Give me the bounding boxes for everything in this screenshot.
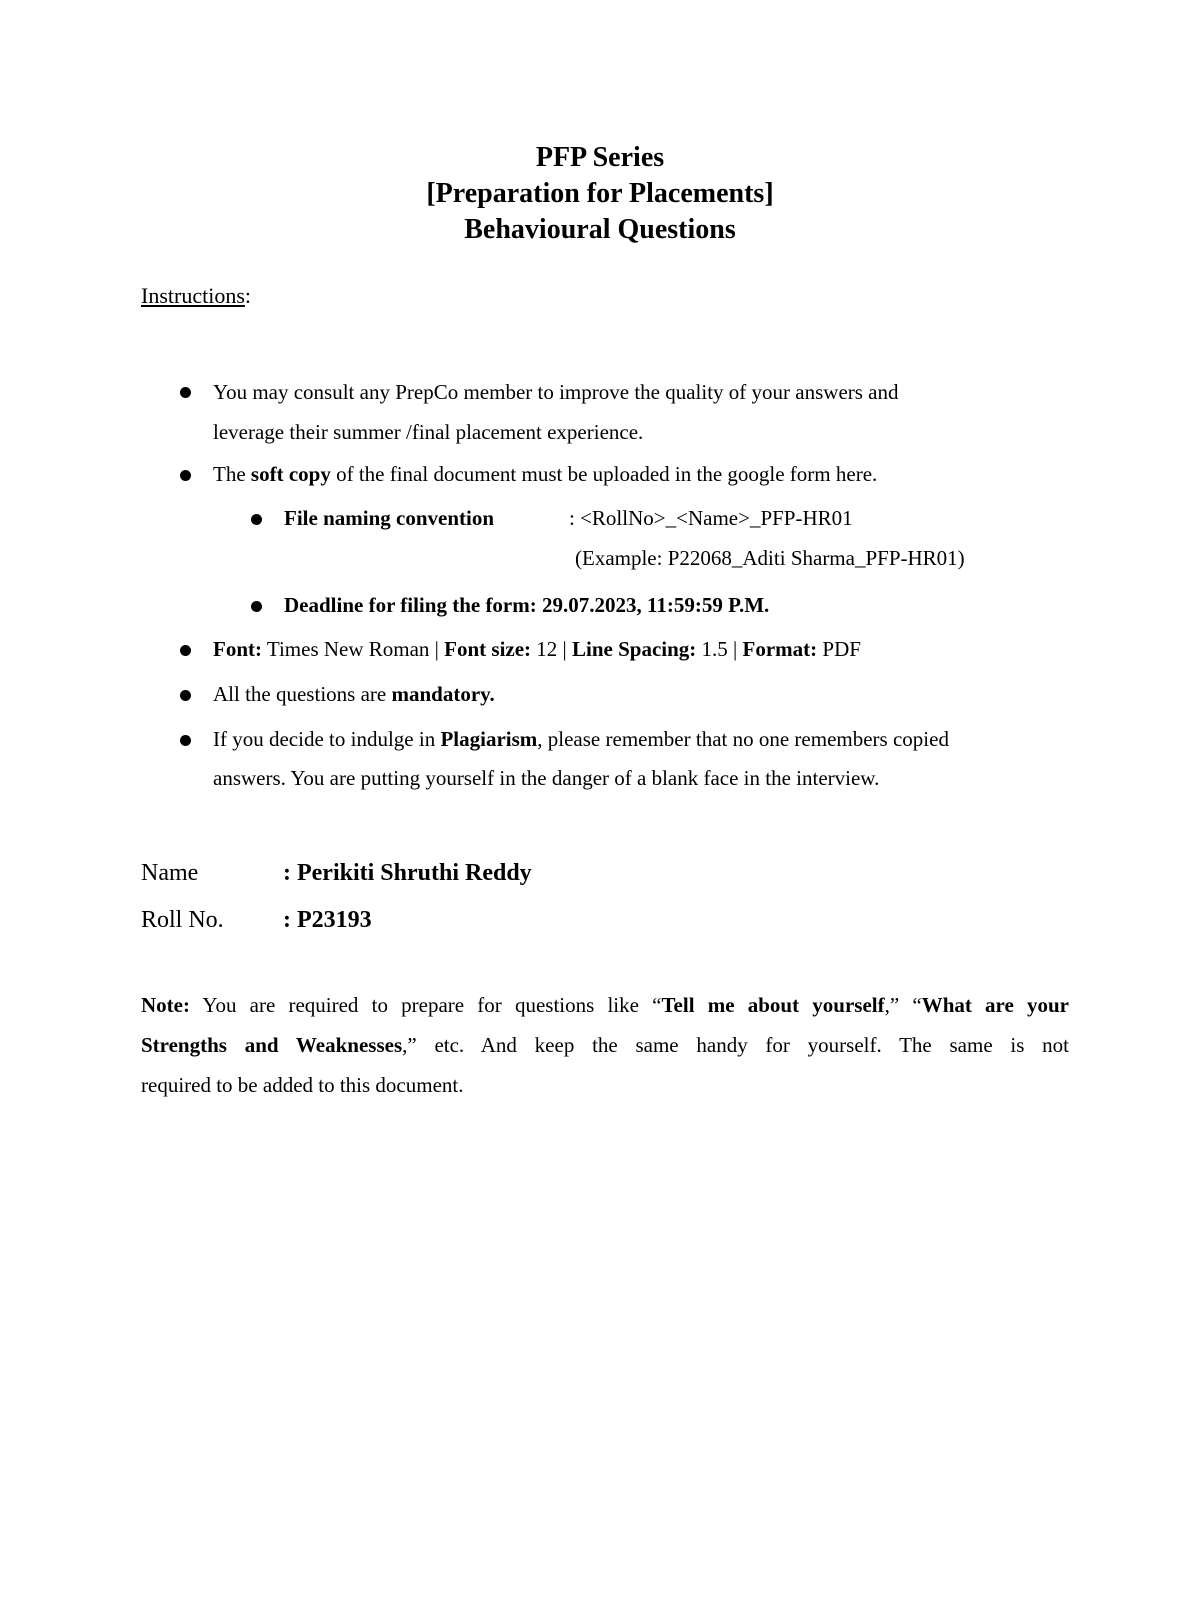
file-naming-label: File naming convention — [284, 506, 495, 530]
title-line-3: Behavioural Questions — [464, 214, 736, 245]
name-label: Name — [141, 860, 199, 886]
note-question-1: Tell me about yourself — [661, 993, 885, 1017]
bullet-dot-icon — [180, 387, 191, 398]
document-title — [0, 140, 1200, 248]
roll-value: : P23193 — [283, 907, 372, 933]
file-naming-example: (Example: P22068_Aditi Sharma_PFP-HR01) — [575, 546, 965, 570]
note-question-2b: Strengths and Weaknesses — [141, 1033, 403, 1057]
bullet-2-text — [213, 460, 877, 488]
bullet-4-bold: mandatory. — [391, 682, 495, 706]
font-label: Font: — [213, 637, 262, 661]
line-spacing-label: Line Spacing: — [572, 637, 697, 661]
bullet-5-bold: Plagiarism — [440, 727, 538, 751]
font-size-label: Font size: — [444, 637, 532, 661]
font-size-value: 12 | — [531, 637, 573, 661]
format-label: Format: — [742, 637, 818, 661]
title-line-2: [Preparation for Placements] — [426, 178, 774, 209]
font-value: Times New Roman | — [262, 637, 445, 661]
bullet-1-line-2: leverage their summer /final placement experience. — [213, 420, 644, 444]
bullet-5-line-2: answers. You are putting yourself in the danger of a blank face in the interview. — [213, 766, 880, 790]
bullet-1-line-1: You may consult any PrepCo member to improve the quality of your answers and — [213, 380, 899, 404]
roll-label: Roll No. — [141, 907, 224, 933]
instructions-heading-text: Instructions — [141, 283, 245, 308]
format-value: PDF — [817, 637, 861, 661]
bullet-2-pre: The — [213, 462, 251, 486]
bullet-5-line-1 — [213, 725, 949, 753]
bullet-5-pre: If you decide to indulge in — [213, 727, 441, 751]
note-question-2a: What are your — [921, 993, 1069, 1017]
instructions-heading-colon: : — [244, 283, 252, 308]
instructions-heading — [141, 282, 251, 310]
name-value: : Perikiti Shruthi Reddy — [283, 860, 532, 886]
note-line-3: required to be added to this document. — [141, 1073, 464, 1097]
note-line-1: Note: You are required to prepare for questions like “Tell me about yourself,” “What are your — [141, 993, 1069, 1017]
deadline-text: Deadline for filing the form: 29.07.2023, 11:59:59 P.M. — [284, 593, 770, 617]
bullet-dot-icon — [180, 690, 191, 701]
file-naming-value: : <RollNo>_<Name>_PFP-HR01 — [569, 506, 853, 530]
bullet-4-text — [213, 680, 495, 708]
line-spacing-value: 1.5 | — [696, 637, 743, 661]
note-line-2: Strengths and Weaknesses,” etc. And keep the same handy for yourself. The same is not — [141, 1033, 1069, 1057]
sub-bullet-dot-icon — [251, 514, 262, 525]
bullet-3-text — [213, 635, 861, 663]
note-label: Note: — [141, 993, 190, 1017]
sub-bullet-dot-icon — [251, 601, 262, 612]
title-line-1: PFP Series — [535, 142, 665, 173]
bullet-2-bold: soft copy — [250, 462, 331, 486]
bullet-2-post: of the final document must be uploaded in the google form here. — [330, 462, 878, 486]
note-paragraph — [141, 985, 1069, 1105]
bullet-5-post: , please remember that no one remembers copied — [537, 727, 949, 751]
bullet-dot-icon — [180, 735, 191, 746]
bullet-4-pre: All the questions are — [213, 682, 392, 706]
bullet-dot-icon — [180, 645, 191, 656]
bullet-dot-icon — [180, 470, 191, 481]
